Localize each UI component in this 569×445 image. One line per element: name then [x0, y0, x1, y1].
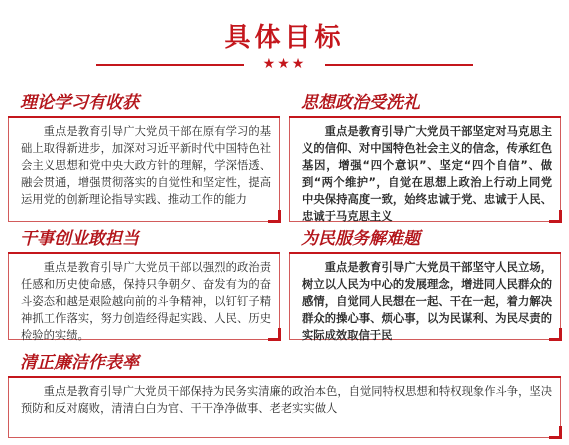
card-header [289, 228, 561, 254]
goal-card-political-baptism [289, 92, 561, 222]
card-header [289, 92, 561, 118]
star-icons: ★★★ [262, 56, 307, 72]
card-text: 重点是教育引导广大党员干部坚定对马克思主义的信仰、对中国特色社会主义的信念，传承红色基因，增强“四个意识”、坚定“四个自信”、做到“两个维护”，自觉在思想上政治上行动上同党中央保持高度一致，始终忠诚于党、忠诚于人民、忠诚于马克思主义 [302, 125, 552, 223]
card-text: 重点是教育引导广大党员干部在原有学习的基础上取得新进步，加深对习近平新时代中国特色社会主义思想和党中央大政方针的理解，学深悟透、融会贯通，增强贯彻落实的自觉性和坚定性，提高运用党的创新理论指导实践、推动工作的能力 [21, 125, 271, 206]
title-divider-right [325, 64, 473, 66]
page-header [0, 0, 569, 82]
goal-card-serve-people [289, 228, 561, 340]
corner-ornament [268, 210, 281, 223]
card-header [8, 228, 280, 254]
corner-ornament [268, 328, 281, 341]
card-body [8, 118, 280, 222]
card-text: 重点是教育引导广大党员干部以强烈的政治责任感和历史使命感，保持只争朝夕、奋发有为的奋斗姿态和越是艰险越向前的斗争精神，以钉钉子精神抓工作落实，努力创造经得起实践、人民、历史检验的实绩。 [21, 261, 271, 342]
goal-card-theory-study [8, 92, 280, 222]
goal-card-take-responsibility [8, 228, 280, 340]
card-text: 重点是教育引导广大党员干部保持为民务实清廉的政治本色，自觉同特权思想和特权现象作斗争，坚决预防和反对腐败，清清白白为官、干干净净做事、老老实实做人 [21, 385, 552, 415]
title-divider-left [96, 64, 244, 66]
corner-ornament [549, 210, 562, 223]
goal-card-integrity [8, 352, 561, 438]
card-title: 理论学习有收获 [20, 93, 139, 113]
corner-ornament [549, 426, 562, 439]
card-title: 思想政治受洗礼 [301, 93, 420, 113]
card-text: 重点是教育引导广大党员干部坚守人民立场，树立以人民为中心的发展理念，增进同人民群众的感情，自觉同人民想在一起、干在一起，着力解决群众的操心事、烦心事，以为民谋利、为民尽责的实际成效取信于民 [302, 261, 552, 342]
card-body [289, 254, 561, 340]
card-body [8, 378, 561, 438]
card-title: 干事创业敢担当 [20, 229, 139, 249]
card-body [289, 118, 561, 222]
page-title: 具体目标 [224, 23, 345, 53]
corner-ornament [549, 328, 562, 341]
card-body [8, 254, 280, 340]
card-header [8, 352, 561, 378]
card-title: 为民服务解难题 [301, 229, 420, 249]
card-header [8, 92, 280, 118]
card-title: 清正廉洁作表率 [20, 353, 139, 373]
